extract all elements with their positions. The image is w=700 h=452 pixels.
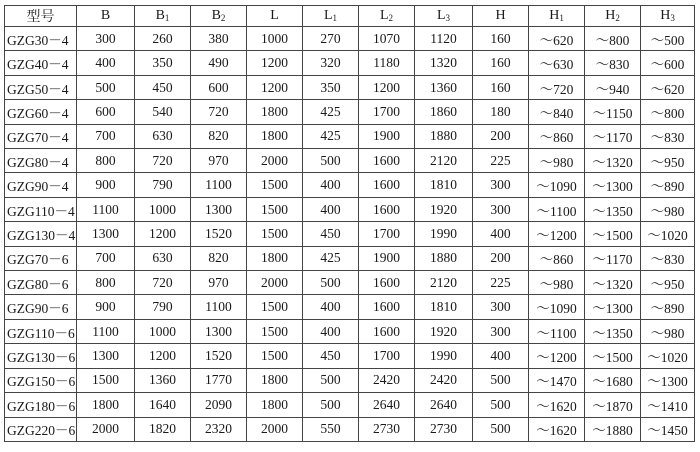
model-cell: GZG80－4 (5, 149, 77, 173)
value-cell: 790 (135, 295, 191, 319)
value-cell: ～1320 (585, 149, 641, 173)
value-cell: 400 (473, 222, 529, 246)
value-cell: 350 (135, 51, 191, 75)
value-cell: 2120 (415, 271, 473, 295)
column-header-subscript: 3 (670, 13, 675, 23)
value-cell: 500 (473, 368, 529, 392)
value-cell: 1100 (77, 197, 135, 221)
model-cell: GZG90－6 (5, 295, 77, 319)
value-cell: 500 (473, 393, 529, 417)
value-cell: 1880 (415, 124, 473, 148)
table-row (5, 222, 695, 246)
table-row (5, 173, 695, 197)
value-cell: 2000 (247, 149, 303, 173)
value-cell: 1200 (247, 75, 303, 99)
value-cell: 300 (473, 319, 529, 343)
value-cell: 400 (473, 344, 529, 368)
value-cell: ～1870 (585, 393, 641, 417)
column-header-label: B (155, 8, 165, 23)
table-row (5, 149, 695, 173)
table-row (5, 295, 695, 319)
value-cell: ～1350 (585, 319, 641, 343)
column-header-label: 型号 (26, 10, 55, 25)
model-cell: GZG30－4 (5, 27, 77, 51)
value-cell: 1500 (247, 319, 303, 343)
table-row (5, 271, 695, 295)
value-cell: 160 (473, 51, 529, 75)
model-cell: GZG110－6 (5, 319, 77, 343)
column-header-label: L (270, 8, 279, 23)
value-cell: 820 (191, 124, 247, 148)
model-cell: GZG130－6 (5, 344, 77, 368)
value-cell: 1800 (77, 393, 135, 417)
column-header-label: H (660, 8, 671, 23)
value-cell: 1100 (77, 319, 135, 343)
value-cell: ～860 (529, 124, 585, 148)
value-cell: 225 (473, 149, 529, 173)
value-cell: 160 (473, 27, 529, 51)
value-cell: 400 (303, 295, 359, 319)
value-cell: ～1410 (641, 393, 695, 417)
value-cell: 2000 (247, 417, 303, 442)
column-header (585, 6, 641, 27)
value-cell: 550 (303, 417, 359, 442)
table-row (5, 368, 695, 392)
value-cell: 160 (473, 75, 529, 99)
value-cell: ～1300 (641, 368, 695, 392)
model-cell: GZG70－6 (5, 246, 77, 270)
value-cell: ～1090 (529, 295, 585, 319)
value-cell: ～1170 (585, 124, 641, 148)
value-cell: ～1880 (585, 417, 641, 442)
value-cell: ～1100 (529, 319, 585, 343)
value-cell: 1180 (359, 51, 415, 75)
value-cell: 1100 (191, 173, 247, 197)
model-cell: GZG40－4 (5, 51, 77, 75)
dimensions-table-container (4, 5, 694, 442)
value-cell: ～500 (641, 27, 695, 51)
value-cell: 1810 (415, 295, 473, 319)
value-cell: ～600 (641, 51, 695, 75)
value-cell: ～1680 (585, 368, 641, 392)
value-cell: 2730 (359, 417, 415, 442)
column-header-label: H (605, 8, 616, 23)
table-row (5, 393, 695, 417)
column-header-subscript: 2 (388, 13, 394, 23)
value-cell: 500 (303, 149, 359, 173)
value-cell: ～950 (641, 149, 695, 173)
model-cell: GZG80－6 (5, 271, 77, 295)
column-header (359, 6, 415, 27)
value-cell: 1500 (247, 173, 303, 197)
value-cell: 2120 (415, 149, 473, 173)
column-header-label: B (211, 8, 221, 23)
table-row (5, 417, 695, 442)
value-cell: 490 (191, 51, 247, 75)
value-cell: 2730 (415, 417, 473, 442)
column-header (135, 6, 191, 27)
header-row (5, 6, 695, 27)
value-cell: ～1500 (585, 222, 641, 246)
model-cell: GZG130－4 (5, 222, 77, 246)
value-cell: 1300 (191, 319, 247, 343)
value-cell: 600 (191, 75, 247, 99)
value-cell: ～1090 (529, 173, 585, 197)
value-cell: 540 (135, 100, 191, 124)
value-cell: 2420 (359, 368, 415, 392)
table-row (5, 246, 695, 270)
table-row (5, 100, 695, 124)
value-cell: 1200 (135, 222, 191, 246)
value-cell: ～1470 (529, 368, 585, 392)
column-header-label: B (100, 8, 111, 23)
value-cell: 2000 (77, 417, 135, 442)
model-cell: GZG90－4 (5, 173, 77, 197)
value-cell: 1500 (77, 368, 135, 392)
value-cell: 400 (303, 173, 359, 197)
value-cell: 1500 (247, 222, 303, 246)
value-cell: ～1300 (585, 173, 641, 197)
value-cell: 500 (303, 368, 359, 392)
value-cell: 260 (135, 27, 191, 51)
value-cell: ～940 (585, 75, 641, 99)
value-cell: 1300 (77, 222, 135, 246)
value-cell: 380 (191, 27, 247, 51)
value-cell: 400 (77, 51, 135, 75)
value-cell: 270 (303, 27, 359, 51)
value-cell: 300 (77, 27, 135, 51)
value-cell: 1120 (415, 27, 473, 51)
value-cell: 1860 (415, 100, 473, 124)
value-cell: 180 (473, 100, 529, 124)
value-cell: ～1020 (641, 222, 695, 246)
value-cell: 1600 (359, 149, 415, 173)
value-cell: 200 (473, 124, 529, 148)
value-cell: ～980 (641, 319, 695, 343)
value-cell: ～830 (641, 124, 695, 148)
value-cell: 1810 (415, 173, 473, 197)
table-row (5, 51, 695, 75)
value-cell: 450 (303, 344, 359, 368)
value-cell: 1600 (359, 295, 415, 319)
value-cell: ～890 (641, 173, 695, 197)
value-cell: 1360 (135, 368, 191, 392)
column-header-subscript: 2 (615, 13, 620, 23)
value-cell: 1820 (135, 417, 191, 442)
model-cell: GZG110－4 (5, 197, 77, 221)
value-cell: 1800 (247, 368, 303, 392)
value-cell: ～890 (641, 295, 695, 319)
column-header-subscript: 1 (332, 13, 338, 23)
table-row (5, 197, 695, 221)
value-cell: 350 (303, 75, 359, 99)
column-header (529, 6, 585, 27)
value-cell: 425 (303, 246, 359, 270)
value-cell: 1800 (247, 246, 303, 270)
value-cell: 900 (77, 295, 135, 319)
value-cell: 300 (473, 197, 529, 221)
value-cell: 720 (135, 271, 191, 295)
column-header (247, 6, 303, 27)
value-cell: ～720 (529, 75, 585, 99)
value-cell: 500 (303, 393, 359, 417)
table-body (5, 27, 695, 442)
value-cell: 1200 (135, 344, 191, 368)
table-row (5, 124, 695, 148)
value-cell: ～1500 (585, 344, 641, 368)
model-cell: GZG60－4 (5, 100, 77, 124)
value-cell: 1700 (359, 222, 415, 246)
table-row (5, 344, 695, 368)
column-header-label: H (495, 8, 506, 23)
value-cell: ～800 (585, 27, 641, 51)
value-cell: ～950 (641, 271, 695, 295)
value-cell: 900 (77, 173, 135, 197)
column-header (77, 6, 135, 27)
value-cell: 320 (303, 51, 359, 75)
value-cell: 630 (135, 246, 191, 270)
value-cell: ～830 (585, 51, 641, 75)
column-header-label: L (379, 8, 389, 23)
column-header (473, 6, 529, 27)
value-cell: 425 (303, 100, 359, 124)
value-cell: 970 (191, 271, 247, 295)
value-cell: 1360 (415, 75, 473, 99)
value-cell: ～1200 (529, 222, 585, 246)
model-cell: GZG180－6 (5, 393, 77, 417)
value-cell: ～1320 (585, 271, 641, 295)
column-header-subscript: 3 (445, 13, 451, 23)
value-cell: 1990 (415, 222, 473, 246)
value-cell: 1700 (359, 344, 415, 368)
value-cell: 1070 (359, 27, 415, 51)
value-cell: 1500 (247, 344, 303, 368)
value-cell: ～630 (529, 51, 585, 75)
value-cell: 400 (303, 197, 359, 221)
value-cell: ～620 (529, 27, 585, 51)
value-cell: 1640 (135, 393, 191, 417)
value-cell: 1990 (415, 344, 473, 368)
value-cell: 1880 (415, 246, 473, 270)
value-cell: ～800 (641, 100, 695, 124)
value-cell: 790 (135, 173, 191, 197)
value-cell: 1520 (191, 222, 247, 246)
value-cell: ～830 (641, 246, 695, 270)
value-cell: 500 (473, 417, 529, 442)
value-cell: 1920 (415, 197, 473, 221)
value-cell: 2420 (415, 368, 473, 392)
value-cell: 1800 (247, 393, 303, 417)
value-cell: ～1620 (529, 417, 585, 442)
value-cell: 1000 (135, 319, 191, 343)
value-cell: ～1170 (585, 246, 641, 270)
value-cell: 2000 (247, 271, 303, 295)
value-cell: 700 (77, 246, 135, 270)
value-cell: 1200 (359, 75, 415, 99)
value-cell: 800 (77, 149, 135, 173)
column-header (303, 6, 359, 27)
value-cell: ～980 (529, 271, 585, 295)
value-cell: 630 (135, 124, 191, 148)
value-cell: 2090 (191, 393, 247, 417)
table-row (5, 319, 695, 343)
value-cell: ～620 (641, 75, 695, 99)
value-cell: ～1020 (641, 344, 695, 368)
column-header-subscript: 1 (559, 13, 564, 23)
value-cell: 1800 (247, 100, 303, 124)
value-cell: 700 (77, 124, 135, 148)
value-cell: 1600 (359, 319, 415, 343)
value-cell: 300 (473, 173, 529, 197)
value-cell: 1300 (191, 197, 247, 221)
value-cell: 500 (303, 271, 359, 295)
value-cell: 720 (135, 149, 191, 173)
model-cell: GZG70－4 (5, 124, 77, 148)
table-row (5, 75, 695, 99)
value-cell: ～1200 (529, 344, 585, 368)
value-cell: 1600 (359, 197, 415, 221)
value-cell: 1300 (77, 344, 135, 368)
value-cell: 1700 (359, 100, 415, 124)
value-cell: 200 (473, 246, 529, 270)
value-cell: 2640 (359, 393, 415, 417)
model-cell: GZG50－4 (5, 75, 77, 99)
value-cell: 1600 (359, 173, 415, 197)
value-cell: ～1150 (585, 100, 641, 124)
dimensions-table (4, 5, 695, 442)
value-cell: 1800 (247, 124, 303, 148)
value-cell: 1520 (191, 344, 247, 368)
value-cell: 2640 (415, 393, 473, 417)
value-cell: 425 (303, 124, 359, 148)
column-header (191, 6, 247, 27)
value-cell: 720 (191, 100, 247, 124)
column-header (415, 6, 473, 27)
value-cell: 1320 (415, 51, 473, 75)
model-cell: GZG150－6 (5, 368, 77, 392)
value-cell: ～1620 (529, 393, 585, 417)
value-cell: 800 (77, 271, 135, 295)
value-cell: 1770 (191, 368, 247, 392)
value-cell: 1900 (359, 124, 415, 148)
column-header-subscript: 1 (164, 13, 170, 23)
column-header-label: L (436, 8, 446, 23)
value-cell: ～1300 (585, 295, 641, 319)
value-cell: 500 (77, 75, 135, 99)
value-cell: 400 (303, 319, 359, 343)
value-cell: 1100 (191, 295, 247, 319)
value-cell: 1500 (247, 197, 303, 221)
column-header (641, 6, 695, 27)
value-cell: 1200 (247, 51, 303, 75)
column-header-label: H (549, 8, 560, 23)
value-cell: ～980 (641, 197, 695, 221)
value-cell: 300 (473, 295, 529, 319)
value-cell: ～1350 (585, 197, 641, 221)
model-cell: GZG220－6 (5, 417, 77, 442)
value-cell: 970 (191, 149, 247, 173)
column-header (5, 6, 77, 27)
column-header-subscript: 2 (220, 13, 226, 23)
value-cell: 450 (135, 75, 191, 99)
column-header-label: L (323, 8, 333, 23)
table-row (5, 27, 695, 51)
value-cell: ～840 (529, 100, 585, 124)
value-cell: 2320 (191, 417, 247, 442)
value-cell: 600 (77, 100, 135, 124)
value-cell: 1920 (415, 319, 473, 343)
value-cell: 225 (473, 271, 529, 295)
value-cell: ～980 (529, 149, 585, 173)
value-cell: 1500 (247, 295, 303, 319)
value-cell: 1000 (135, 197, 191, 221)
value-cell: ～1100 (529, 197, 585, 221)
value-cell: ～860 (529, 246, 585, 270)
value-cell: 1900 (359, 246, 415, 270)
value-cell: 1000 (247, 27, 303, 51)
value-cell: 450 (303, 222, 359, 246)
value-cell: 820 (191, 246, 247, 270)
value-cell: 1600 (359, 271, 415, 295)
value-cell: ～1450 (641, 417, 695, 442)
